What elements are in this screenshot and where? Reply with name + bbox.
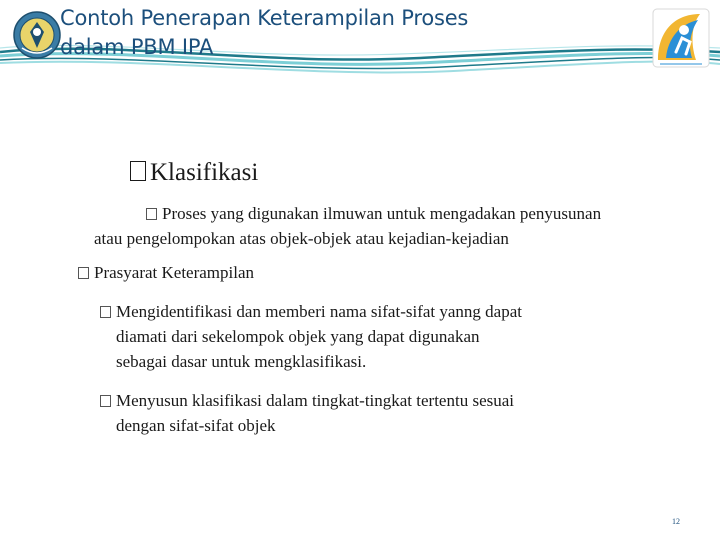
slide-title	[60, 4, 620, 62]
item1-text	[162, 201, 601, 226]
item1-bullet-icon	[146, 208, 157, 220]
section-heading: Klasifikasi	[150, 159, 259, 186]
sub1-bullet-icon	[100, 306, 111, 318]
sub1-line-2: diamati dari sekelompok objek yang dapat digunakan	[116, 327, 480, 346]
heading-bullet-icon	[130, 161, 146, 181]
sub2-text	[116, 388, 514, 438]
tut-wuri-handayani-logo-icon	[652, 8, 710, 68]
title-line-2: dalam PBM IPA	[60, 35, 214, 59]
sub2-bullet-icon	[100, 395, 111, 407]
item1-text-cont	[94, 226, 509, 251]
sub1-line-3: sebagai dasar untuk mengklasifikasi.	[116, 352, 367, 371]
item1-line-1: Proses yang digunakan ilmuwan untuk mengadakan penyusunan	[162, 204, 602, 223]
title-line-1: Contoh Penerapan Keterampilan Proses	[60, 6, 469, 30]
emblem-seal-icon	[12, 8, 62, 62]
sub2-line-2: dengan sifat-sifat objek	[116, 416, 276, 435]
page-number: 12	[672, 517, 680, 526]
item2-bullet-icon	[78, 267, 89, 279]
sub1-line-1: Mengidentifikasi dan memberi nama sifat-sifat yanng dapat	[116, 302, 522, 321]
sub2-line-1: Menyusun klasifikasi dalam tingkat-tingkat tertentu sesuai	[116, 391, 514, 410]
sub1-text	[116, 299, 522, 374]
item1-line-2: atau pengelompokan atas objek-objek atau kejadian-kejadian	[94, 229, 509, 248]
item2-label: Prasyarat Keterampilan	[94, 263, 255, 282]
